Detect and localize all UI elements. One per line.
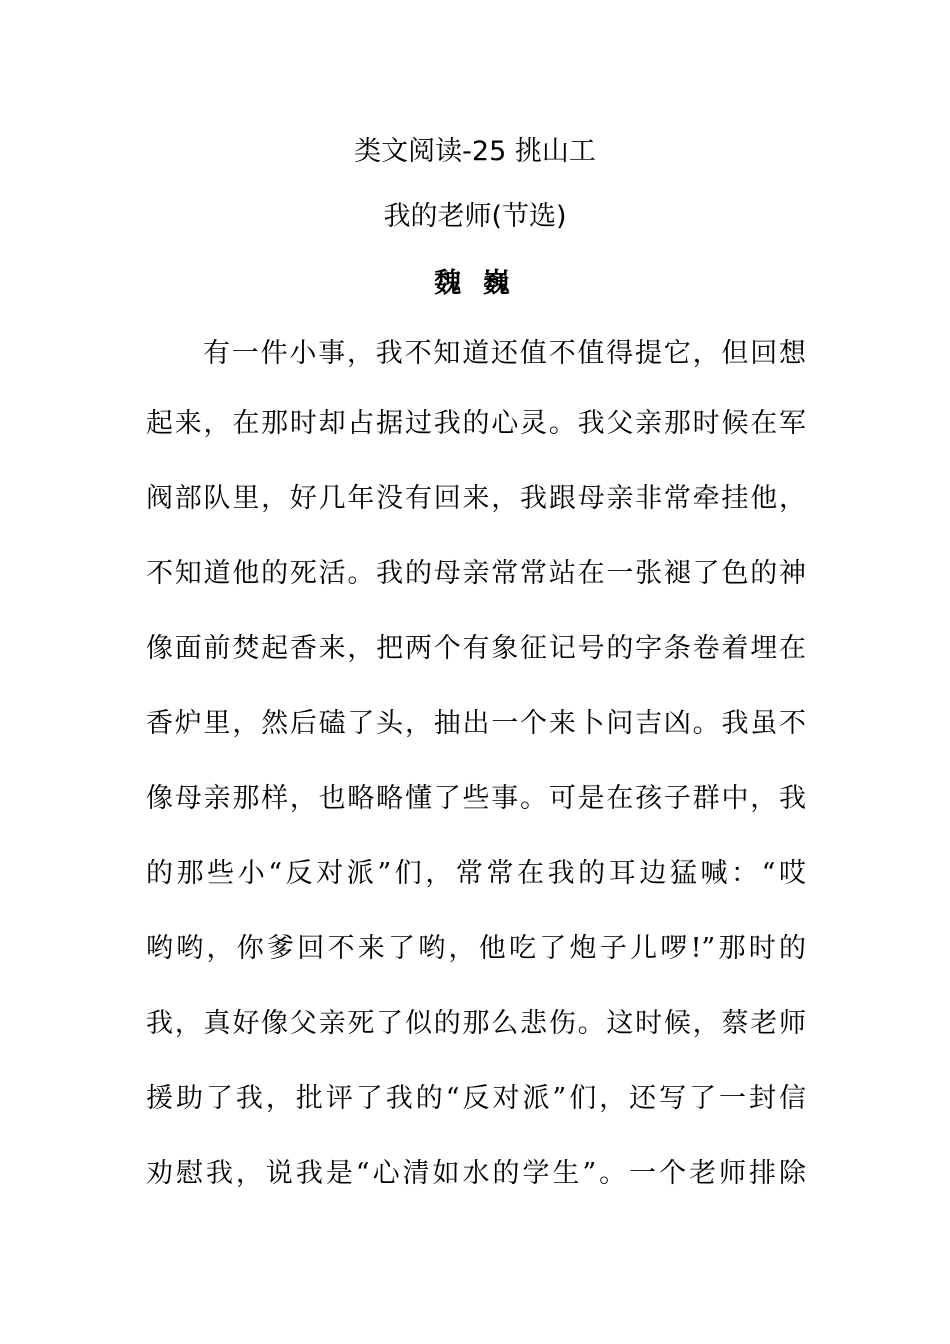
text-line: 援助了我，批评了我的“反对派”们，还写了一封信 [146, 1083, 806, 1114]
document-subtitle: 我的老师(节选) [383, 201, 567, 232]
text-line: 不知道他的死活。我的母亲常常站在一张褪了色的神 [146, 558, 806, 589]
text-line: 阀部队里，好几年没有回来，我跟母亲非常牵挂他， [146, 483, 806, 514]
text-line: 香炉里，然后磕了头，抽出一个来卜问吉凶。我虽不 [146, 708, 806, 739]
text-line: 像母亲那样，也略略懂了些事。可是在孩子群中，我 [146, 783, 806, 814]
text-line: 像面前焚起香来，把两个有象征记号的字条卷着埋在 [146, 633, 806, 664]
text-line: 有一件小事，我不知道还值不值得提它，但回想 [203, 338, 806, 369]
author-name: 魏 巍 [434, 268, 516, 299]
text-line: 哟哟，你爹回不来了哟，他吃了炮子儿啰!”那时的 [146, 933, 806, 964]
text-line: 劝慰我，说我是“心清如水的学生”。一个老师排除 [146, 1158, 806, 1189]
text-line: 起来，在那时却占据过我的心灵。我父亲那时候在军 [146, 408, 806, 439]
text-line: 我，真好像父亲死了似的那么悲伤。这时候，蔡老师 [146, 1008, 806, 1039]
text-line: 的那些小“反对派”们，常常在我的耳边猛喊：“哎 [146, 858, 806, 889]
document-title: 类文阅读-25 挑山工 [354, 136, 596, 167]
